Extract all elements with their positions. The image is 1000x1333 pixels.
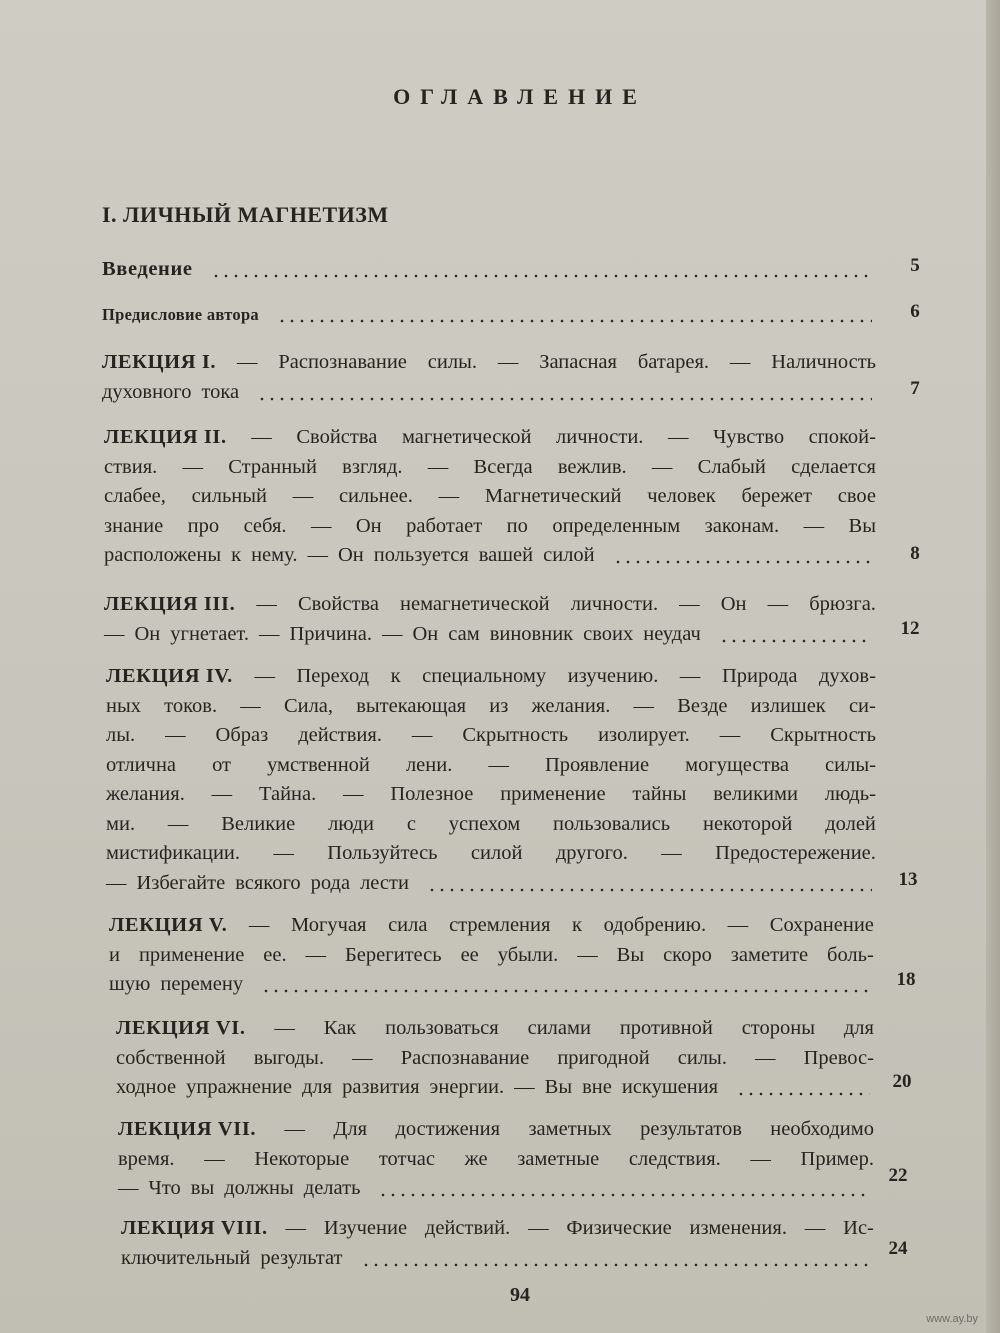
dot-leader [613,541,872,571]
entry-word: заметите [730,943,809,966]
toc-line [118,1174,874,1204]
entry-word: Как [323,1017,357,1039]
contents-heading: ОГЛАВЛЕНИЕ [393,84,647,109]
entry-word: вне [582,1076,612,1098]
entry-word: — [248,914,270,936]
toc-line [116,1014,874,1044]
entry-word: — [204,1147,225,1170]
entry-word: из [489,694,509,717]
entry-word: — [803,514,825,537]
entry-word: магнетической [401,426,532,448]
entry-word: — [427,455,449,478]
entry-word: могущества [685,753,789,776]
entry-word: — [165,724,186,746]
entry-word: Распознавание [400,1046,530,1069]
toc-line [104,541,876,571]
entry-word: по [506,514,528,537]
entry-word: Он [134,622,161,645]
entry-word: и [109,943,120,966]
entry-word: слабее, [104,485,166,507]
toc-line [102,378,876,408]
entry-word: Могучая [291,914,367,936]
entry-word: взгляд. [342,455,403,478]
entry-word: бережет [741,485,813,507]
entry-word: законам. [704,514,780,537]
entry-word: — [104,622,125,645]
entry-word: — [668,426,689,448]
entry-word: ных [106,694,141,717]
entry-word: великими [713,783,798,805]
entry-word: силой [543,544,595,566]
entry-word: Сила, [283,694,334,717]
entry-word: рода [310,871,351,894]
entry-word: время. [118,1147,175,1170]
entry-word: Природа [721,665,798,687]
entry-word: — [273,842,294,864]
entry-word: — [381,622,403,645]
entry-word: Что [148,1177,181,1199]
entry-word: применение [500,783,606,805]
dot-leader [719,620,872,650]
entry-word: Пример. [800,1147,874,1170]
entry-word: — [679,593,700,615]
dot-leader [427,869,872,899]
entry-word: противной [619,1017,713,1039]
entry-word: некоторой [702,812,793,835]
entry-word: развития [342,1076,420,1098]
page-number: 94 [510,1284,530,1306]
entry-word: Физические [566,1217,672,1239]
page-edge [986,0,1000,1333]
entry-label: ЛЕКЦИЯ III. [104,593,236,615]
entry-word: Вы [544,1076,573,1098]
entry-word: Для [333,1118,368,1140]
entry-word: делать [303,1177,361,1199]
entry-word: пригодной [557,1046,650,1069]
entry-word: одобрению. [603,914,707,936]
entry-word: расположены [104,544,222,566]
dot-leader [257,378,872,408]
entry-word: скоро [663,943,712,966]
entry-word: боль- [827,943,874,966]
entry-label: ЛЕКЦИЯ VIII. [121,1217,268,1239]
entry-word: — [804,1217,826,1239]
entry-word: Полезное [390,783,474,805]
entry-label: Введение [102,258,193,280]
entry-label: ЛЕКЦИЯ II. [104,426,227,448]
entry-word: с [406,812,416,835]
entry-word: тока [201,380,240,403]
entry-word: ее [460,943,479,966]
entry-word: Вы [616,943,645,966]
entry-page-number: 7 [910,378,920,399]
entry-word: Превос- [803,1046,874,1069]
entry-word: Причина. [289,622,372,645]
entry-word: энергии. [429,1076,505,1098]
toc-line [106,721,876,751]
entry-word: — [240,694,261,717]
entry-word: стороны [741,1017,815,1039]
entry-word: результат [260,1246,343,1269]
entry-word: — [411,724,433,746]
entry-word: — [577,943,598,966]
entry-word: изучению. [567,665,659,687]
entry-word: сам [448,622,480,645]
toc-line [104,453,876,483]
entry-word: — [488,753,509,776]
entry-label: ЛЕКЦИЯ I. [102,351,217,373]
entry-word: достижения [395,1118,501,1140]
entry-word: — [285,1217,307,1239]
toc-entry [104,423,876,571]
entry-word: — [727,914,749,936]
toc-line [102,348,876,378]
entry-page-number: 12 [900,618,920,639]
toc-entry [116,1014,874,1103]
toc-line [118,1115,874,1145]
entry-word: ходное [116,1076,177,1098]
entry-word: про [187,514,220,537]
entry-word: другого. [555,842,628,864]
entry-word: си- [848,694,876,717]
entry-word: человек [647,485,716,507]
entry-word: мистификации. [106,842,241,864]
entry-word: должны [224,1177,294,1199]
entry-label: ЛЕКЦИЯ VII. [118,1118,257,1140]
toc-line [109,941,874,971]
entry-word: немагнетической [400,593,550,615]
entry-word: силы. [427,351,477,373]
entry-word: заметных [528,1118,612,1140]
entry-word: людь- [824,783,876,805]
toc-line [102,255,876,285]
entry-word: — [633,694,655,717]
entry-word: же [464,1147,488,1170]
toc-line [106,810,876,840]
entry-word: силами [527,1017,591,1039]
entry-word: — [211,783,233,805]
entry-word: перемену [160,973,244,995]
entry-word: — [679,665,701,687]
entry-word: — [729,351,751,373]
entry-word: Наличность [771,351,876,373]
entry-page-number: 22 [888,1165,908,1186]
entry-word: личности. [556,426,644,448]
toc-entry [121,1214,874,1273]
entry-word: Скрытность [770,724,876,746]
entry-word: силой [470,842,523,864]
toc-entry [102,300,876,330]
entry-word: Всегда [473,455,533,478]
toc-line [104,590,876,620]
entry-word: Распознавание [278,351,407,373]
entry-word: умственной [267,753,370,776]
entry-word: — [237,351,258,373]
watermark: www.ay.by [926,1313,978,1325]
toc-line [121,1214,874,1244]
entry-word: своих [583,622,634,645]
entry-word: ее. [263,943,287,966]
entry-page-number: 8 [910,543,920,564]
entry-word: применение [138,943,245,966]
entry-word: изолирует. [598,724,690,746]
entry-label: ЛЕКЦИЯ IV. [106,665,233,687]
entry-word: свое [837,485,876,507]
entry-word: — [251,426,272,448]
toc-entry [118,1115,874,1204]
section-title: I. ЛИЧНЫЙ МАГНЕТИЗМ [102,202,389,227]
entry-word: от [212,753,232,776]
toc-line [121,1244,874,1274]
dot-leader [361,1244,870,1274]
entry-word: выгоды. [253,1046,325,1069]
entry-word: лести [360,871,409,894]
entry-word: ствия. [104,455,158,478]
entry-word: Великие [221,812,296,835]
entry-word: к [572,914,582,936]
entry-word: — [256,593,277,615]
entry-word: Предостережение. [715,842,876,864]
entry-word: упражнение [186,1076,292,1098]
entry-page-number: 18 [896,969,916,990]
entry-word: Свойства [296,426,378,448]
toc-line [106,692,876,722]
entry-word: — [528,1217,549,1239]
entry-word: — [167,812,189,835]
toc-line [106,751,876,781]
toc-line [104,620,876,650]
entry-word: Везде [677,694,728,717]
entry-word: лы. [106,724,136,746]
entry-word: Он [355,514,382,537]
entry-word: желания. [531,694,611,717]
toc-line [102,300,876,330]
entry-word: Пользуйтесь [327,842,438,864]
dot-leader [211,255,872,285]
entry-word: брюзга. [809,593,876,615]
entry-word: личности. [570,593,659,615]
entry-word: Он [337,544,364,566]
entry-word: Проявление [544,753,650,776]
entry-word: знание [104,514,164,537]
toc-entry [109,911,874,1000]
entry-word: — [118,1177,139,1199]
entry-page-number: 20 [892,1071,912,1092]
toc-line [106,839,876,869]
entry-word: определенным [552,514,681,537]
entry-word: спокой- [808,426,876,448]
entry-word: Скрытность [462,724,569,746]
dot-leader [261,970,870,1000]
entry-word: искушения [621,1076,719,1098]
entry-word: пользуется [373,544,469,566]
entry-word: — [514,1076,535,1098]
entry-word: ключительный [121,1246,251,1269]
entry-word: — [343,783,364,805]
entry-word: Тайна. [258,783,317,805]
entry-word: Берегитесь [345,943,442,966]
entry-word: — [651,455,673,478]
toc-line [118,1145,874,1175]
entry-word: заметные [517,1147,600,1170]
entry-word: пользоваться [385,1017,499,1039]
entry-word: — [310,514,332,537]
toc-line [116,1073,874,1103]
entry-page-number: 5 [910,255,920,276]
entry-word: — [352,1046,373,1069]
entry-word: результатов [640,1118,742,1140]
entry-word: изменения. [689,1217,787,1239]
entry-word: работает [406,514,483,537]
entry-page-number: 24 [888,1238,908,1259]
entry-word: тотчас [378,1147,435,1170]
entry-word: специальному [422,665,547,687]
entry-word: батарея. [637,351,710,373]
entry-word: — [497,351,519,373]
entry-word: тайны [632,783,687,805]
toc-entry [106,662,876,898]
entry-word: вашей [478,544,534,566]
entry-word: шую [109,973,151,995]
entry-word: вежлив. [557,455,627,478]
entry-word: силы. [677,1046,727,1069]
toc-entry [102,255,876,285]
toc-entry [104,590,876,649]
entry-word: виновник [489,622,574,645]
entry-word: — [767,593,789,615]
entry-word: — [305,943,327,966]
entry-word: излишек [750,694,826,717]
entry-word: Переход [296,665,370,687]
entry-word: себя. [243,514,287,537]
entry-label: ЛЕКЦИЯ V. [109,914,228,936]
entry-word: отлична [106,753,177,776]
entry-word: силы- [825,753,876,776]
entry-word: — [292,485,314,507]
entry-word: всякого [235,871,301,894]
entry-word: Некоторые [254,1147,350,1170]
entry-word: — [258,622,280,645]
entry-word: Свойства [297,593,379,615]
entry-word: токов. [164,694,218,717]
entry-word: Вы [848,514,876,537]
entry-word: следствия. [628,1147,721,1170]
entry-word: Образ [215,724,269,746]
entry-word: пользовались [553,812,671,835]
entry-word: вы [190,1177,215,1199]
toc-line [109,911,874,941]
entry-word: успехом [448,812,521,835]
entry-word: действия. [298,724,382,746]
dot-leader [277,300,872,330]
entry-label: ЛЕКЦИЯ VI. [116,1017,246,1039]
entry-word: — [750,1147,771,1170]
toc-line [104,482,876,512]
entry-word: — [106,871,127,894]
entry-word: неудач [643,622,701,645]
dot-leader [736,1073,870,1103]
entry-word: Чувство [713,426,785,448]
entry-word: сильный [191,485,268,507]
entry-word: для [301,1076,333,1098]
entry-word: ми. [106,812,136,835]
entry-word: — [307,544,328,566]
entry-word: — [438,485,460,507]
entry-word: действий. [424,1217,511,1239]
entry-word: лени. [405,753,453,776]
entry-word: Сохранение [769,914,874,936]
entry-word: — [755,1046,776,1069]
entry-word: собственной [116,1046,226,1069]
entry-word: Ис- [843,1217,874,1239]
entry-word: Запасная [539,351,617,373]
entry-word: люди [328,812,374,835]
entry-word: — [182,455,204,478]
entry-word: сделается [791,455,876,478]
entry-word: Магнетический [484,485,622,507]
entry-label: Предисловие автора [102,305,259,324]
entry-page-number: 13 [898,869,918,890]
entry-word: — [719,724,741,746]
entry-word: к [231,544,242,566]
entry-word: Он [720,593,747,615]
toc-line [104,423,876,453]
entry-word: Избегайте [136,871,226,894]
toc-line [116,1044,874,1074]
entry-word: — [284,1118,306,1140]
entry-word: — [274,1017,295,1039]
entry-word: необходимо [770,1118,874,1140]
entry-word: духов- [818,665,876,687]
entry-word: для [843,1017,874,1039]
entry-word: к [390,665,401,687]
toc-line [106,780,876,810]
entry-word: нему. [251,544,298,566]
entry-page-number: 6 [910,301,920,322]
entry-word: сила [388,914,428,936]
entry-word: убыли. [497,943,559,966]
entry-word: сильнее. [338,485,413,507]
toc-entry [102,348,876,407]
toc-line [109,970,874,1000]
entry-word: Странный [228,455,317,478]
entry-word: Изучение [323,1217,408,1239]
entry-word: — [661,842,682,864]
toc-line [104,512,876,542]
entry-word: — [254,665,275,687]
entry-word: долей [825,812,876,835]
entry-word: желания. [106,783,185,805]
dot-leader [378,1174,870,1204]
entry-word: Он [412,622,439,645]
entry-word: стремления [449,914,551,936]
entry-word: Слабый [697,455,766,478]
toc-line [106,869,876,899]
toc-line [106,662,876,692]
entry-word: угнетает. [170,622,249,645]
entry-word: вытекающая [356,694,467,717]
entry-word: духовного [102,380,192,403]
